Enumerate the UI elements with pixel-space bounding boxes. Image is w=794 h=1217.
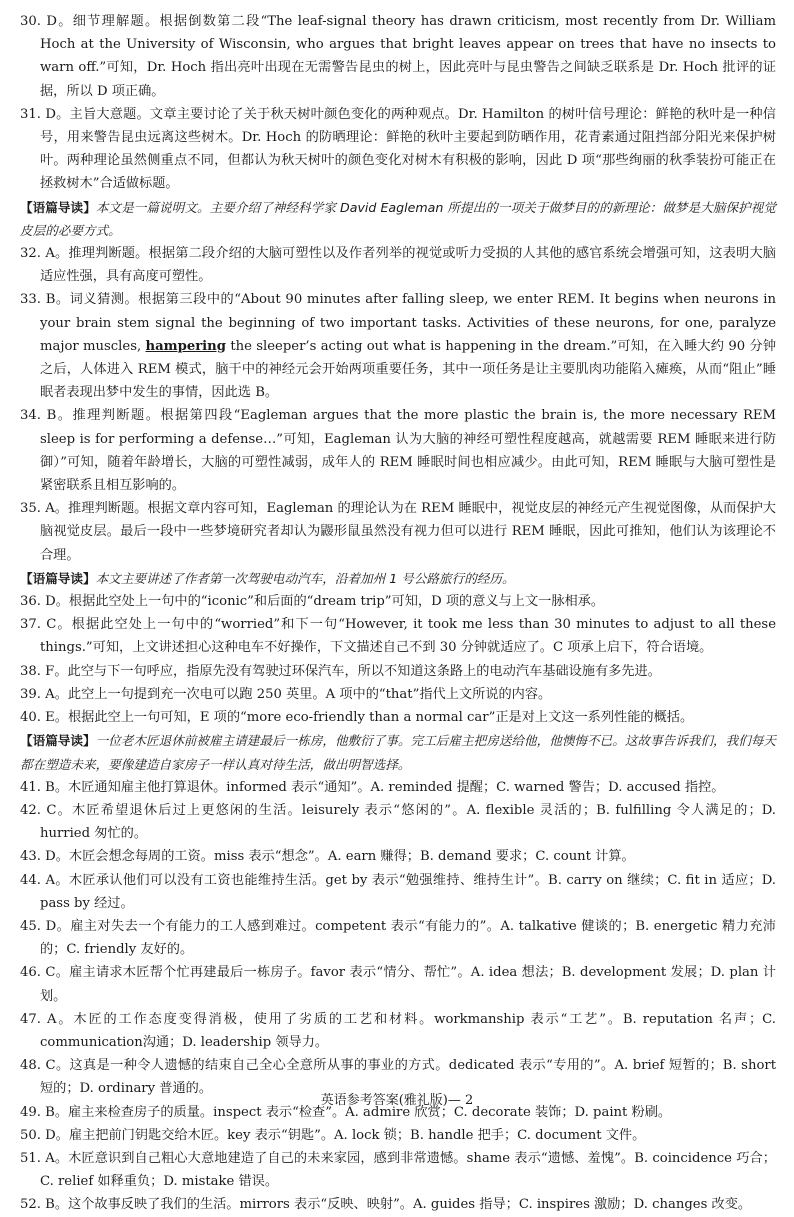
answer-46: 46. C。雇主请求木匠帮个忙再建最后一栋房子。favor 表示“情分、帮忙”。A. idea 想法；B. development 发展；D. plan 计划。 [20,965,776,1004]
guide-tag: 【语篇导读】 [20,733,96,749]
answer-52: 52. B。这个故事反映了我们的生活。mirrors 表示“反映、映射”。A. guides 指导；C. inspires 激励；D. changes 改变。 [20,1197,752,1213]
guide-text: 本文主要讲述了作者第一次驾驶电动汽车，沿着加州 1 号公路旅行的经历。 [95,570,515,586]
answer-34: 34. B。推理判断题。根据第四段“Eagleman argues that the more plastic the brain is, the more necessary REM sleep is for performing a defense…”可知，Eagleman 认为大脑的神经可塑性程度越高，就越需要 REM 睡眠来进行防御）”可知，随着年龄增长，大脑的可塑性减弱，成年人的 REM 睡眠时间也相应减少。由此可知，REM 睡眠与大脑可塑性是紧密联系且相互影响的。 [20,408,776,494]
answer-33-part2: the sleeper’s acting out what is happening in the dream.”可知，在入睡大约 90 分钟之后，人体进入 REM 模式，脑干中的神经元会开始两项重要任务，其中一项任务是让主要肌肉功能陷入瘫痪，从而“阻止”睡眠者表现出梦中发生的事情，因此选 B。 [40,338,777,401]
answer-48: 48. C。这真是一种令人遗憾的结束自己全心全意所从事的事业的方式。dedicated 表示“专用的”。A. brief 短暂的；B. short 短的；D. ordinary 普通的。 [20,1058,776,1097]
guide-tag: 【语篇导读】 [20,570,96,586]
passage-guide-2 [20,567,776,590]
answer-33-part1: 33. B。词义猜测。根据第三段中的“About 90 minutes after falling sleep, we enter REM. It begins when neurons in your brain stem signal the beginning of two important tasks. Activities of these neurons, for one, paralyze major muscles, [20,292,776,354]
answer-31: 31. D。主旨大意题。文章主要讨论了关于秋天树叶颜色变化的两种观点。Dr. Hamilton 的树叶信号理论：鲜艳的秋叶是一种信号，用来警告昆虫远离这些树木。Dr. Hoch 的防晒理论：鲜艳的秋叶主要起到防晒作用，花青素通过阻挡部分阳光来保护树叶。两种理论虽然侧重点不同，但都认为秋天树叶的颜色变化对树木有积极的影响，因此 D 项“那些绚丽的秋季装扮可能正在拯救树木”合适做标题。 [20,106,776,192]
guide-text: 一位老木匠退休前被雇主请建最后一栋房，他敷衍了事。完工后雇主把房送给他，他懊悔不已。这故事告诉我们，我们每天都在塑造未来，要像建造自家房子一样认真对待生活，做出明智选择。 [20,733,777,772]
answer-30: 30. D。细节理解题。根据倒数第二段“The leaf-signal theory has drawn criticism, most recently from Dr. William Hoch at the University of Wisconsin, who argues that bright leaves appear on trees that have no insects to warn off.”可知，Dr. Hoch 指出亮叶出现在无需警告昆虫的树上，因此亮叶与昆虫警告之间缺乏联系是 Dr. Hoch 批评的证据，所以 D 项正确。 [20,14,776,99]
answer-36: 36. D。根据此空处上一句中的“iconic”和后面的“dream trip”可知，D 项的意义与上文一脉相承。 [20,594,605,610]
answer-32: 32. A。推理判断题。根据第二段介绍的大脑可塑性以及作者列举的视觉或听力受损的人其他的感官系统会增强可知，这表明大脑适应性强，具有高度可塑性。 [20,246,776,285]
answer-35: 35. A。推理判断题。根据文章内容可知，Eagleman 的理论认为在 REM 睡眠中，视觉皮层的神经元产生视觉图像，从而保护大脑视觉皮层。最后一段中一些梦境研究者却认为鼹形鼠虽然没有视力但可以进行 REM 睡眠，因此可推知，他们认为该理论不合理。 [20,501,776,563]
answer-51: 51. A。木匠意识到自己粗心大意地建造了自己的未来家园，感到非常遗憾。shame 表示“遗憾、羞愧”。B. coincidence 巧合；C. relief 如释重负；D. mistake 错误。 [20,1150,776,1190]
highlighted-word: hampering [145,338,226,354]
answer-45: 45. D。雇主对失去一个有能力的工人感到难过。competent 表示“有能力的”。A. talkative 健谈的；B. energetic 精力充沛的；C. friendly 友好的。 [20,918,776,958]
answer-37: 37. C。根据此空处上一句中的“worried”和下一句“However, it took me less than 30 minutes to adjust to all these things.”可知，上文讲述担心这种电车不好操作，下文描述自己不到 30 分钟就适应了。C 项承上启下，符合语境。 [20,617,776,656]
answer-33 [20,288,776,404]
passage-guide-3 [20,729,776,775]
answer-50: 50. D。雇主把前门钥匙交给木匠。key 表示“钥匙”。A. lock 锁；B. handle 把手；C. document 文件。 [20,1127,646,1143]
answer-49: 49. B。雇主来检查房子的质量。inspect 表示“检查”。A. admire 欣赏；C. decorate 装饰；D. paint 粉刷。 [20,1104,672,1120]
answer-47: 47. A。木匠的工作态度变得消极，使用了劣质的工艺和材料。workmanship 表示“工艺”。B. reputation 名声；C. communication沟通；D. leadership 领导力。 [20,1011,776,1050]
answer-sheet-page [20,10,777,1213]
page-footer: 英语参考答案(雅礼版)— 2 [320,1093,474,1108]
answer-39: 39. A。此空上一句提到充一次电可以跑 250 英里。A 项中的“that”指代上文所说的内容。 [20,686,552,702]
answer-42: 42. C。木匠希望退休后过上更悠闲的生活。leisurely 表示“悠闲的”。A. flexible 灵活的；B. fulfilling 令人满足的；D. hurried 匆忙的。 [20,802,776,842]
guide-tag: 【语篇导读】 [20,199,96,215]
answer-38: 38. F。此空与下一句呼应，指原先没有驾驶过环保汽车，所以不知道这条路上的电动汽车基础设施有多先进。 [20,663,661,679]
answer-41: 41. B。木匠通知雇主他打算退休。informed 表示“通知”。A. reminded 提醒；C. warned 警告；D. accused 指控。 [20,779,725,795]
passage-guide-1 [20,196,776,242]
answer-40: 40. E。根据此空上一句可知，E 项的“more eco-friendly than a normal car”正是对上文这一系列性能的概括。 [20,710,694,726]
answer-44: 44. A。木匠承认他们可以没有工资也能维持生活。get by 表示“勉强维持、维持生计”。B. carry on 继续；C. fit in 适应；D. pass by 经过。 [20,872,776,911]
answer-43: 43. D。木匠会想念每周的工资。miss 表示“想念”。A. earn 赚得；B. demand 要求；C. count 计算。 [20,849,635,865]
guide-text: 本文是一篇说明文。主要介绍了神经科学家 David Eagleman 所提出的一项关于做梦目的的新理论：做梦是大脑保护视觉皮层的必要方式。 [20,199,776,238]
